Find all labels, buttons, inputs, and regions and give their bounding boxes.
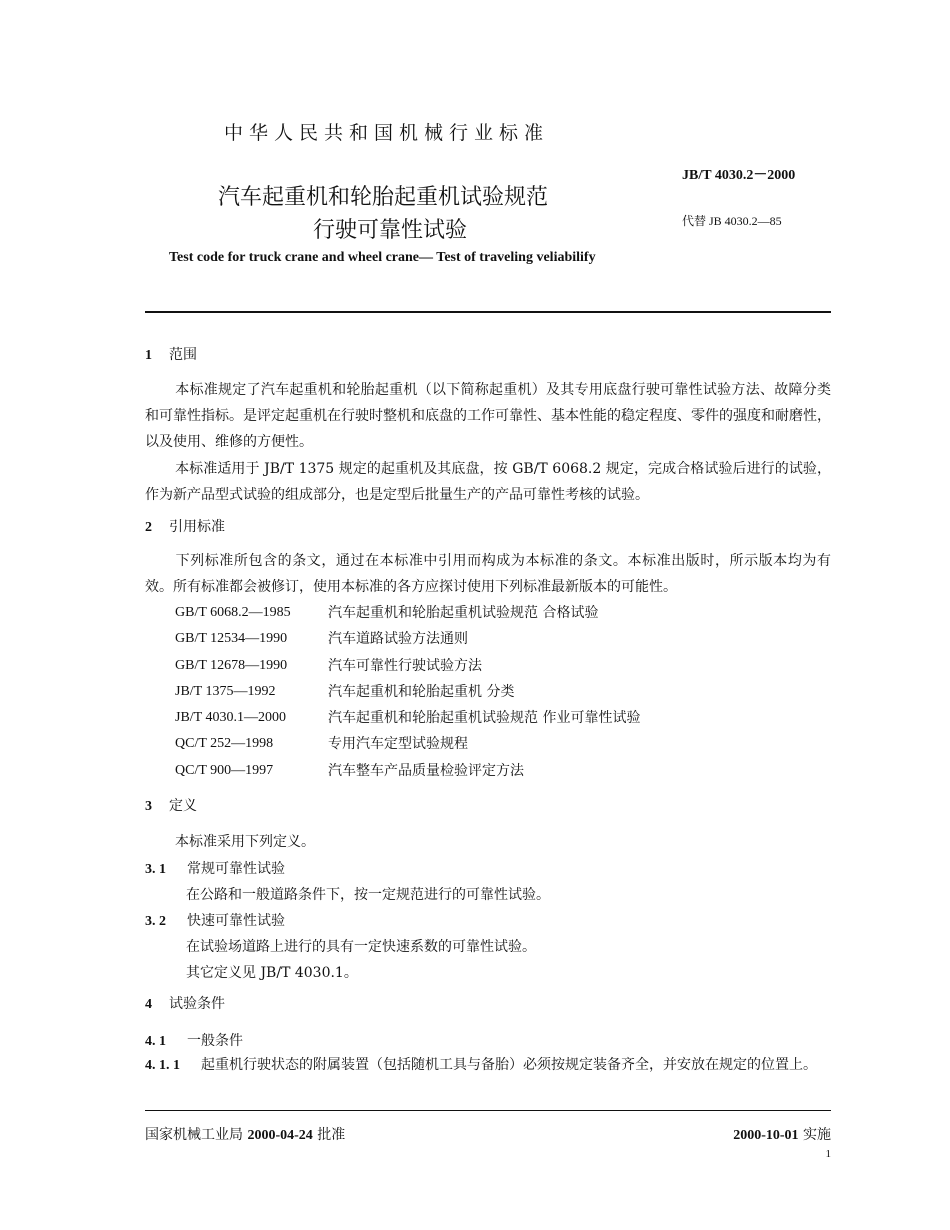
clause-title: 常规可靠性试验 [187, 861, 285, 877]
approval-date: 2000-04-24 [247, 1128, 313, 1143]
reference-title: 汽车可靠性行驶试验方法 [328, 657, 482, 674]
clause-title: 一般条件 [187, 1033, 243, 1049]
reference-title: 汽车起重机和轮胎起重机试验规范 作业可靠性试验 [328, 710, 641, 727]
section-number: 2 [145, 520, 152, 535]
section-1-heading [145, 344, 197, 364]
reference-row [175, 705, 775, 731]
reference-row [175, 653, 775, 679]
reference-title: 汽车起重机和轮胎起重机 分类 [328, 683, 515, 700]
issuer: 国家机械工业局 [145, 1127, 243, 1143]
reference-row [175, 600, 775, 626]
clause-text: 起重机行驶状态的附属装置（包括随机工具与备胎）必须按规定装备齐全，并安放在规定的位置上。 [201, 1057, 817, 1073]
footer-divider [145, 1110, 831, 1111]
section-4-heading [145, 993, 225, 1013]
reference-title: 汽车道路试验方法通则 [328, 631, 468, 648]
document-title-line1: 汽车起重机和轮胎起重机试验规范 [218, 185, 549, 210]
clause-3-1-text: 在公路和一般道路条件下，按一定规范进行的可靠性试验。 [186, 887, 550, 903]
reference-code: JB/T 4030.1—2000 [175, 710, 286, 726]
clause-3-2-text: 在试验场道路上进行的具有一定快速系数的可靠性试验。 [186, 939, 536, 955]
section-1-paragraph-1: 本标准规定了汽车起重机和轮胎起重机（以下简称起重机）及其专用底盘行驶可靠性试验方法、故障分类和可靠性指标。是评定起重机在行驶时整机和底盘的工作可靠性、基本性能的稳定程度、零件的强度和耐磨性，以及使用、维修的方便性。 [145, 382, 831, 450]
reference-title: 汽车整车产品质量检验评定方法 [328, 762, 524, 779]
section-number: 3 [145, 799, 152, 814]
reference-row [175, 731, 775, 757]
implementation-info [733, 1124, 831, 1144]
clause-3-2-heading [145, 910, 285, 930]
reference-row [175, 679, 775, 705]
reference-code: GB/T 6068.2—1985 [175, 605, 291, 620]
reference-title: 专用汽车定型试验规程 [328, 736, 468, 753]
section-number: 4 [145, 997, 152, 1012]
other-definitions-note: 其它定义见 JB/T 4030.1。 [186, 965, 358, 981]
section-1-paragraph-2: 本标准适用于 JB/T 1375 规定的起重机及其底盘，按 GB/T 6068.2 规定，完成合格试验后进行的试验，作为新产品型式试验的组成部分，也是定型后批量生产的产品可靠性考核的试验。 [145, 461, 831, 503]
approval-info [145, 1124, 345, 1144]
section-3-intro: 本标准采用下列定义。 [175, 834, 315, 850]
reference-code: JB/T 1375—1992 [175, 683, 276, 699]
reference-row [175, 626, 775, 652]
implementation-word: 实施 [803, 1127, 831, 1143]
approval-word: 批准 [317, 1127, 346, 1143]
implementation-date: 2000-10-01 [733, 1128, 799, 1143]
section-title: 范围 [169, 347, 197, 363]
section-title: 试验条件 [169, 996, 225, 1012]
clause-number: 3. 1 [145, 862, 166, 877]
clause-4-1-heading [145, 1030, 243, 1050]
clause-title: 快速可靠性试验 [187, 913, 285, 929]
document-title-line2: 行驶可靠性试验 [313, 218, 468, 243]
section-title: 引用标准 [169, 519, 225, 535]
replaces-note: 代替 JB 4030.2—85 [682, 214, 782, 228]
clause-number: 3. 2 [145, 914, 166, 929]
reference-code: QC/T 900—1997 [175, 762, 274, 778]
section-3-heading [145, 795, 197, 815]
normative-references-list [175, 600, 775, 784]
clause-3-1-heading [145, 858, 285, 878]
section-2-heading [145, 516, 225, 536]
clause-4-1-1 [145, 1052, 831, 1079]
section-number: 1 [145, 348, 152, 363]
header-divider [145, 311, 831, 313]
section-2-paragraph: 下列标准所包含的条文，通过在本标准中引用而构成为本标准的条文。本标准出版时，所示版本均为有效。所有标准都会被修订，使用本标准的各方应探讨使用下列标准最新版本的可能性。 [145, 553, 831, 595]
reference-title: 汽车起重机和轮胎起重机试验规范 合格试验 [328, 605, 599, 621]
reference-code: GB/T 12678—1990 [175, 657, 288, 673]
reference-code: QC/T 252—1998 [175, 736, 274, 752]
reference-code: GB/T 12534—1990 [175, 631, 288, 647]
standard-number: JB/T 4030.2－2000 [682, 168, 796, 183]
page-number: 1 [825, 1148, 831, 1160]
english-title: Test code for truck crane and wheel crane— Test of traveling veliabilify [169, 250, 596, 265]
reference-row [175, 758, 775, 784]
section-title: 定义 [169, 798, 197, 814]
issuing-authority: 中华人民共和国机械行业标准 [224, 122, 550, 144]
clause-number: 4. 1. 1 [145, 1058, 180, 1073]
clause-number: 4. 1 [145, 1034, 166, 1049]
